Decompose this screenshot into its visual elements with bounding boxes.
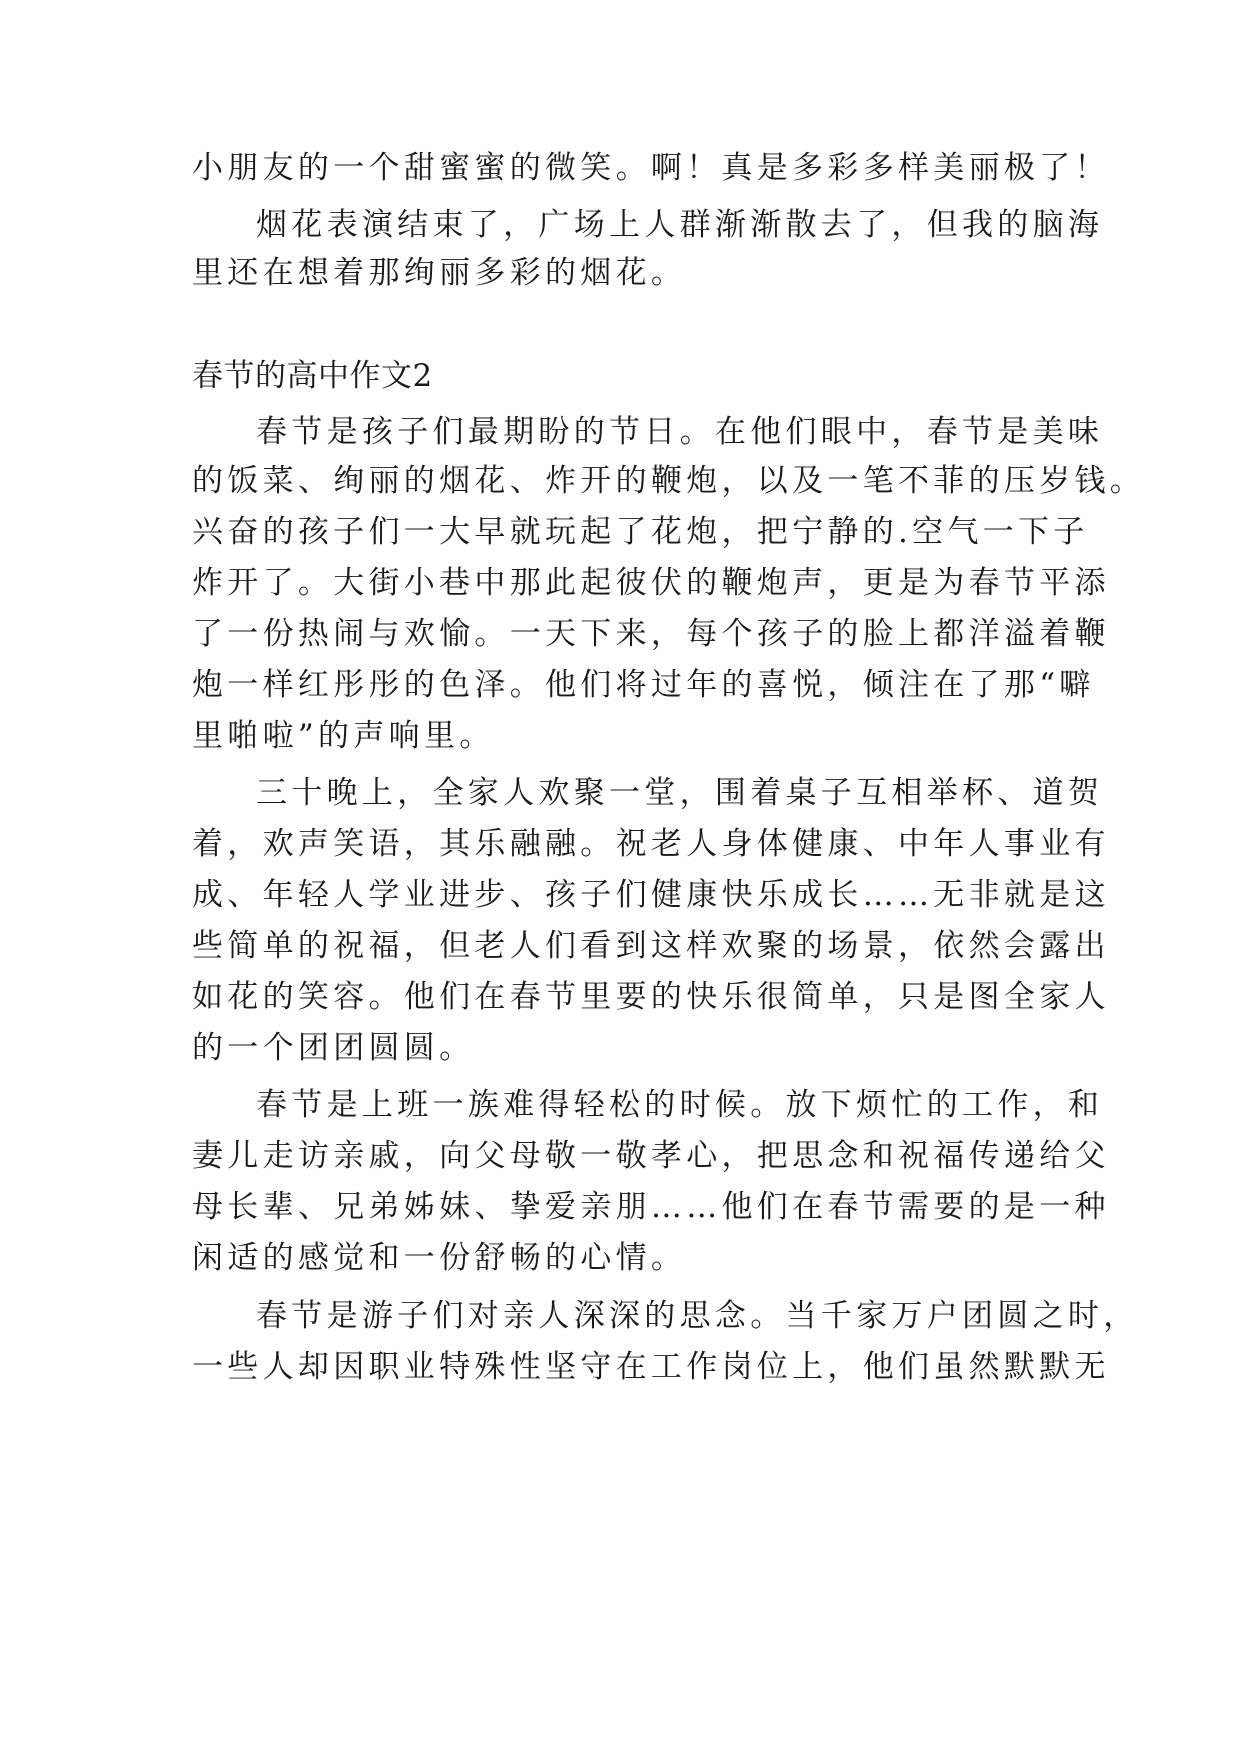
text-line: 炮一样红彤彤的色泽。他们将过年的喜悦，倾注在了那“噼: [192, 667, 1095, 703]
text-line: 小朋友的一个甜蜜蜜的微笑。啊！真是多彩多样美丽极了！: [192, 150, 1110, 186]
paragraph-start-line: 春节是上班一族难得轻松的时候。放下烦忙的工作，和: [256, 1087, 1104, 1123]
text-line: 妻儿走访亲戚，向父母敬一敬孝心，把思念和祝福传递给父: [192, 1138, 1110, 1174]
text-line: 闲适的感觉和一份舒畅的心情。: [192, 1240, 687, 1276]
text-line: 兴奋的孩子们一大早就玩起了花炮，把宁静的.空气一下子: [192, 514, 1089, 550]
text-line: 里啪啦”的声响里。: [192, 718, 495, 754]
text-line: 母长辈、兄弟姊妹、挚爱亲朋……他们在春节需要的是一种: [192, 1189, 1110, 1225]
section-heading: 春节的高中作文2: [192, 358, 433, 394]
paragraph-start-line: 春节是孩子们最期盼的节日。在他们眼中，春节是美味: [256, 414, 1104, 450]
text-line: 了一份热闹与欢愉。一天下来，每个孩子的脸上都洋溢着鞭: [192, 616, 1110, 652]
paragraph-start-line: 三十晚上，全家人欢聚一堂，围着桌子互相举杯、道贺: [256, 775, 1104, 811]
text-line: 一些人却因职业特殊性坚守在工作岗位上，他们虽然默默无: [192, 1349, 1110, 1385]
paragraph-start-line: 烟花表演结束了，广场上人群渐渐散去了，但我的脑海: [256, 207, 1104, 243]
paragraph-start-line: 春节是游子们对亲人深深的思念。当千家万户团圆之时，: [256, 1298, 1139, 1334]
text-line: 成、年轻人学业进步、孩子们健康快乐成长……无非就是这: [192, 877, 1110, 913]
text-line: 如花的笑容。他们在春节里要的快乐很简单，只是图全家人: [192, 979, 1110, 1015]
text-line: 些简单的祝福，但老人们看到这样欢聚的场景，依然会露出: [192, 928, 1110, 964]
text-line: 里还在想着那绚丽多彩的烟花。: [192, 255, 687, 291]
text-line: 的饭菜、绚丽的烟花、炸开的鞭炮，以及一笔不菲的压岁钱。: [192, 463, 1146, 499]
text-line: 炸开了。大街小巷中那此起彼伏的鞭炮声，更是为春节平添: [192, 565, 1110, 601]
text-line: 的一个团团圆圆。: [192, 1030, 475, 1066]
text-line: 着，欢声笑语，其乐融融。祝老人身体健康、中年人事业有: [192, 826, 1110, 862]
